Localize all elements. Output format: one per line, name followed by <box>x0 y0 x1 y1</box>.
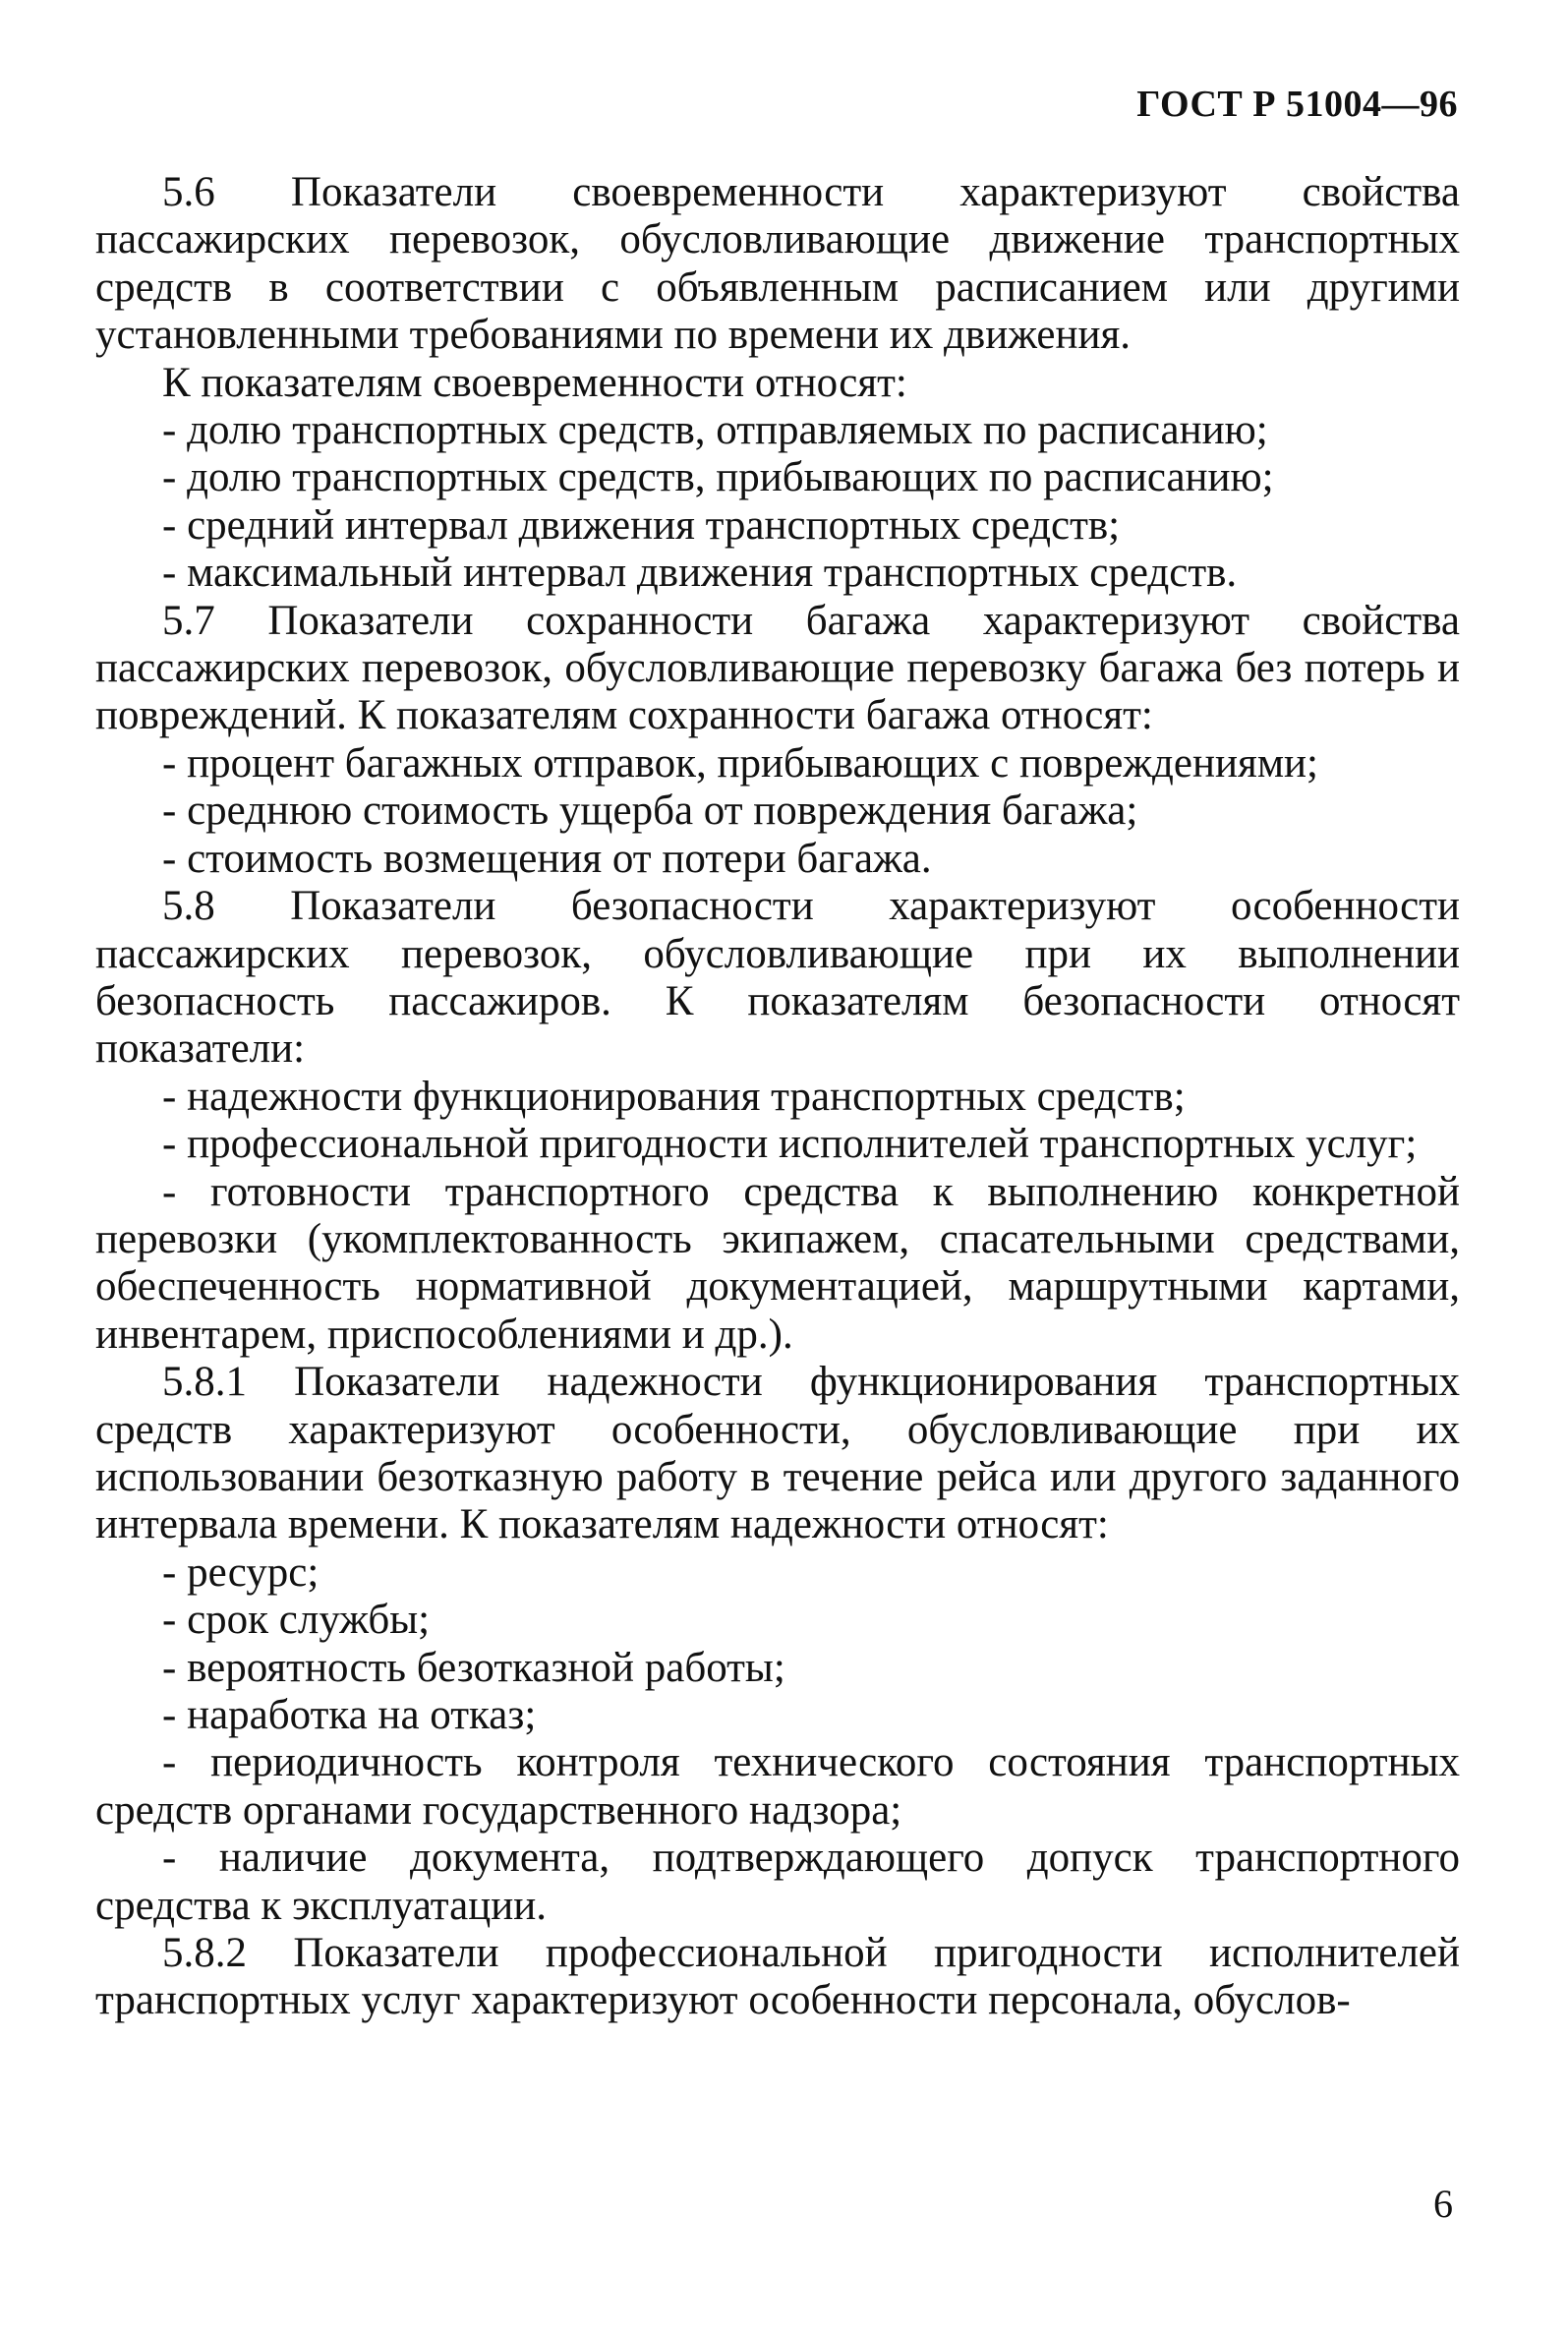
paragraph-5-8-1: 5.8.1 Показатели надежности функционирования транспортных средств характеризуют особенности, обусловливающие при их использовании безотказную работу в течение рейса или другого заданного интервала времени. К показателям надежности относят: <box>95 1359 1460 1548</box>
list-item: - средний интервал движения транспортных средств; <box>162 501 1121 549</box>
list-item: - долю транспортных средств, отправляемых по расписанию; <box>162 407 1268 454</box>
page-number: 6 <box>1433 2182 1453 2226</box>
paragraph-5-8: 5.8 Показатели безопасности характеризуют особенности пассажирских перевозок, обусловливающие при их выполнении безопасность пассажиров. К показателям безопасности относят показатели: <box>95 883 1460 1073</box>
paragraph-5-8-2: 5.8.2 Показатели профессиональной пригодности исполнителей транспортных услуг характеризуют особенности персонала, обуслов- <box>95 1930 1460 2024</box>
list-item: - профессиональной пригодности исполнителей транспортных услуг; <box>162 1121 1418 1168</box>
list-item: - срок службы; <box>162 1597 431 1644</box>
timeliness-list-intro: К показателям своевременности относят: <box>162 359 907 406</box>
list-item: - вероятность безотказной работы; <box>162 1644 785 1691</box>
paragraph-5-7: 5.7 Показатели сохранности багажа характеризуют свойства пассажирских перевозок, обусловливающие перевозку багажа без потерь и повреждений. К показателям сохранности багажа относят: <box>95 597 1460 739</box>
document-code-header: ГОСТ Р 51004—96 <box>1136 84 1458 125</box>
list-item: - долю транспортных средств, прибывающих по расписанию; <box>162 454 1274 501</box>
list-item: - готовности транспортного средства к выполнению конкретной перевозки (укомплектованность экипажем, спасательными средствами, обеспеченность нормативной документацией, маршрутными картами, инвентарем, приспособлениями и др.). <box>95 1168 1460 1358</box>
list-item: - надежности функционирования транспортных средств; <box>162 1073 1186 1120</box>
list-item: - периодичность контроля технического состояния транспортных средств органами государственного надзора; <box>95 1739 1460 1834</box>
paragraph-5-6: 5.6 Показатели своевременности характеризуют свойства пассажирских перевозок, обусловливающие движение транспортных средств в соответствии с объявленным расписанием или другими установленными требованиями по времени их движения. <box>95 169 1460 359</box>
list-item: - среднюю стоимость ущерба от повреждения багажа; <box>162 787 1138 835</box>
document-body <box>95 169 1460 2025</box>
list-item: - наличие документа, подтверждающего допуск транспортного средства к эксплуатации. <box>95 1835 1460 1929</box>
list-item: - процент багажных отправок, прибывающих с повреждениями; <box>162 739 1318 787</box>
list-item: - максимальный интервал движения транспортных средств. <box>162 550 1238 597</box>
list-item: - стоимость возмещения от потери багажа. <box>162 835 932 882</box>
list-item: - наработка на отказ; <box>162 1692 537 1738</box>
list-item: - ресурс; <box>162 1548 319 1596</box>
